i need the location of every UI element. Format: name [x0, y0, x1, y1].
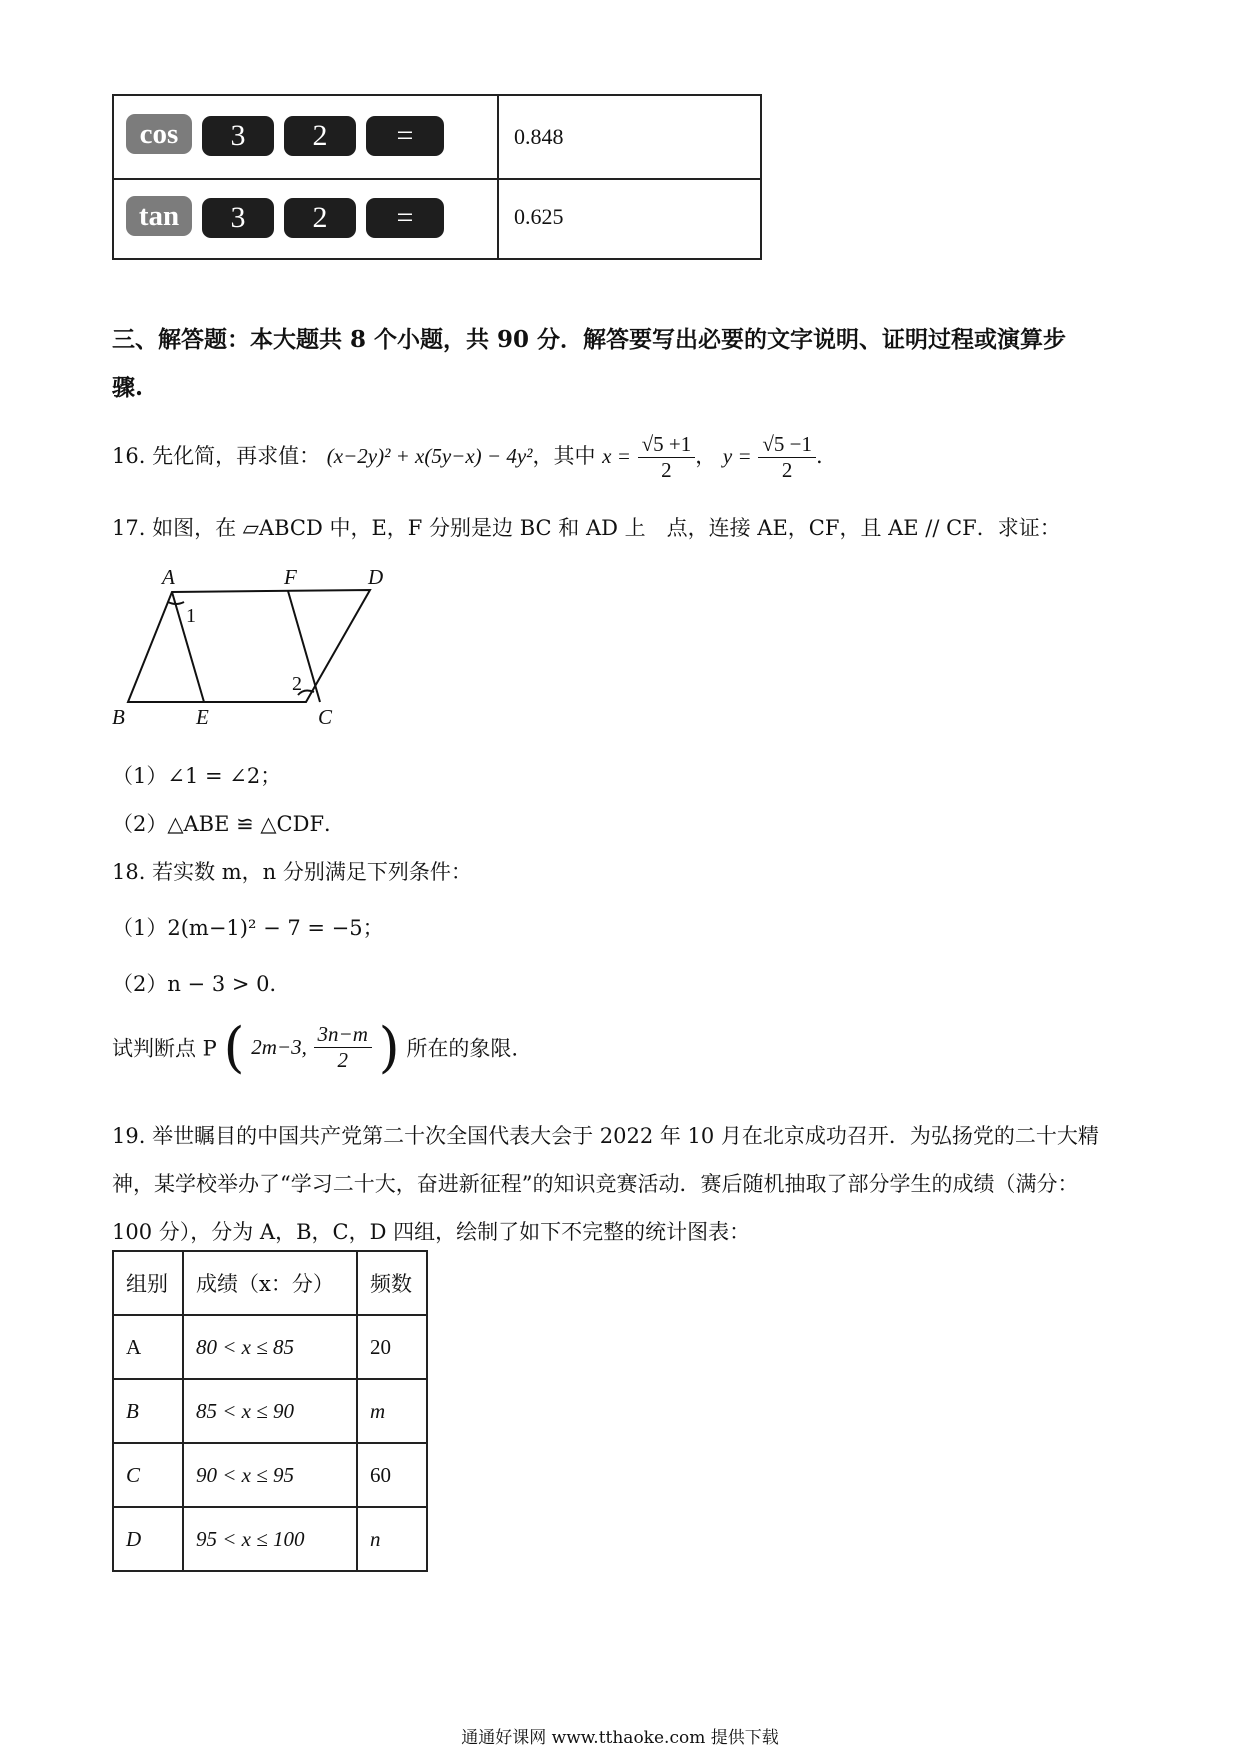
label-e: E	[196, 705, 209, 729]
section-heading-line1: 三、解答题：本大题共 8 个小题，共 90 分．解答要写出必要的文字说明、证明过程或演算步	[112, 326, 1067, 353]
q16-y-lhs: y =	[722, 444, 752, 468]
q19-line3: 100 分），分为 A，B，C，D 四组，绘制了如下不完整的统计图表：	[112, 1220, 751, 1244]
section-heading-line2: 骤.	[112, 374, 144, 401]
label-c: C	[318, 705, 333, 729]
tan-result: 0.625	[514, 204, 564, 229]
q16-x-denominator: 2	[661, 458, 672, 482]
digit-2-key: 2	[284, 198, 356, 238]
cos-result: 0.848	[514, 124, 564, 149]
frequency-cell: n	[357, 1507, 427, 1571]
table-row	[113, 1379, 427, 1443]
digit-3-key: 3	[202, 198, 274, 238]
range-cell: 80 < x ≤ 85	[183, 1315, 357, 1379]
q18-fraction-numerator: 3n−m	[314, 1022, 372, 1048]
range-cell: 90 < x ≤ 95	[183, 1443, 357, 1507]
q19-line1: 19. 举世瞩目的中国共产党第二十次全国代表大会于 2022 年 10 月在北京成功召开．为弘扬党的二十大精	[112, 1124, 1099, 1148]
q16-where: ，其中	[532, 444, 596, 468]
digit-3-key: 3	[202, 116, 274, 156]
page-footer: 通通好课网 www.tthaoke.com 提供下载	[461, 1728, 779, 1748]
parallelogram-abcd	[128, 590, 370, 702]
left-paren: (	[223, 1016, 245, 1079]
header-score: 成绩（x：分）	[183, 1251, 357, 1315]
q18-condition1: （1）2(m−1)² − 7 = −5；	[112, 916, 384, 940]
q18-judge	[112, 1016, 518, 1090]
q18-fraction-denominator: 2	[337, 1048, 348, 1072]
table-row	[113, 1507, 427, 1571]
label-b: B	[112, 705, 125, 729]
group-cell: A	[113, 1315, 183, 1379]
table-header-row	[113, 1251, 427, 1315]
header-group: 组别	[113, 1251, 183, 1315]
cos-key: cos	[126, 114, 192, 154]
calc-row-cos	[114, 96, 760, 180]
range-cell: 95 < x ≤ 100	[183, 1507, 357, 1571]
frequency-cell: m	[357, 1379, 427, 1443]
digit-2-key: 2	[284, 116, 356, 156]
table-row	[113, 1443, 427, 1507]
q16-y-denominator: 2	[781, 458, 793, 482]
q16-x-fraction	[638, 432, 696, 483]
angle-1-label: 1	[186, 605, 196, 627]
group-cell: C	[113, 1443, 183, 1507]
group-cell: D	[113, 1507, 183, 1571]
label-d: D	[368, 565, 384, 589]
range-cell: 85 < x ≤ 90	[183, 1379, 357, 1443]
calculator-table	[112, 94, 762, 260]
q16-x-lhs: x =	[602, 444, 631, 468]
right-paren: )	[378, 1016, 400, 1079]
q16-x-numerator: √5 +1	[638, 432, 696, 458]
score-frequency-table	[112, 1250, 428, 1572]
q18-condition2: （2）n − 3 > 0．	[112, 972, 291, 996]
question-19	[112, 1112, 1099, 1256]
tan-key: tan	[126, 196, 192, 236]
equals-key: =	[366, 116, 444, 156]
section-heading	[112, 316, 1132, 412]
header-frequency: 频数	[357, 1251, 427, 1315]
q18-coord-fraction	[314, 1022, 372, 1073]
angle-2-label: 2	[292, 673, 302, 695]
parallelogram-figure	[108, 560, 408, 732]
label-f: F	[284, 565, 297, 589]
equals-key: =	[366, 198, 444, 238]
q16-separator: ，	[695, 444, 717, 468]
q16-number: 16.	[112, 444, 146, 468]
q18-judge-suffix: 所在的象限.	[406, 1036, 519, 1061]
q18-judge-prefix: 试判断点 P	[112, 1036, 217, 1061]
q18-coord-x: 2m−3,	[251, 1035, 307, 1059]
q19-line2: 神，某学校举办了“学习二十大，奋进新征程”的知识竞赛活动．赛后随机抽取了部分学生的成绩（满分：	[112, 1172, 1079, 1196]
q17-part2: （2）△ABE ≌ △CDF．	[112, 812, 346, 836]
label-a: A	[162, 565, 175, 589]
calc-row-tan	[114, 178, 760, 260]
q16-text: 先化简，再求值：	[152, 444, 321, 468]
q16-y-fraction	[758, 432, 816, 483]
frequency-cell: 20	[357, 1315, 427, 1379]
q17-part1: （1）∠1 = ∠2；	[112, 764, 282, 788]
question-18: 18. 若实数 m，n 分别满足下列条件：	[112, 860, 472, 884]
question-17: 17. 如图，在 ▱ABCD 中，E，F 分别是边 BC 和 AD 上 点，连接 AE，CF，且 AE // CF．求证：	[112, 516, 1061, 540]
q16-expression: (x−2y)² + x(5y−x) − 4y²	[326, 444, 533, 468]
table-row	[113, 1315, 427, 1379]
q16-y-numerator: √5 −1	[758, 432, 816, 458]
frequency-cell: 60	[357, 1443, 427, 1507]
question-16	[112, 432, 1132, 496]
q16-end: .	[815, 444, 823, 468]
group-cell: B	[113, 1379, 183, 1443]
